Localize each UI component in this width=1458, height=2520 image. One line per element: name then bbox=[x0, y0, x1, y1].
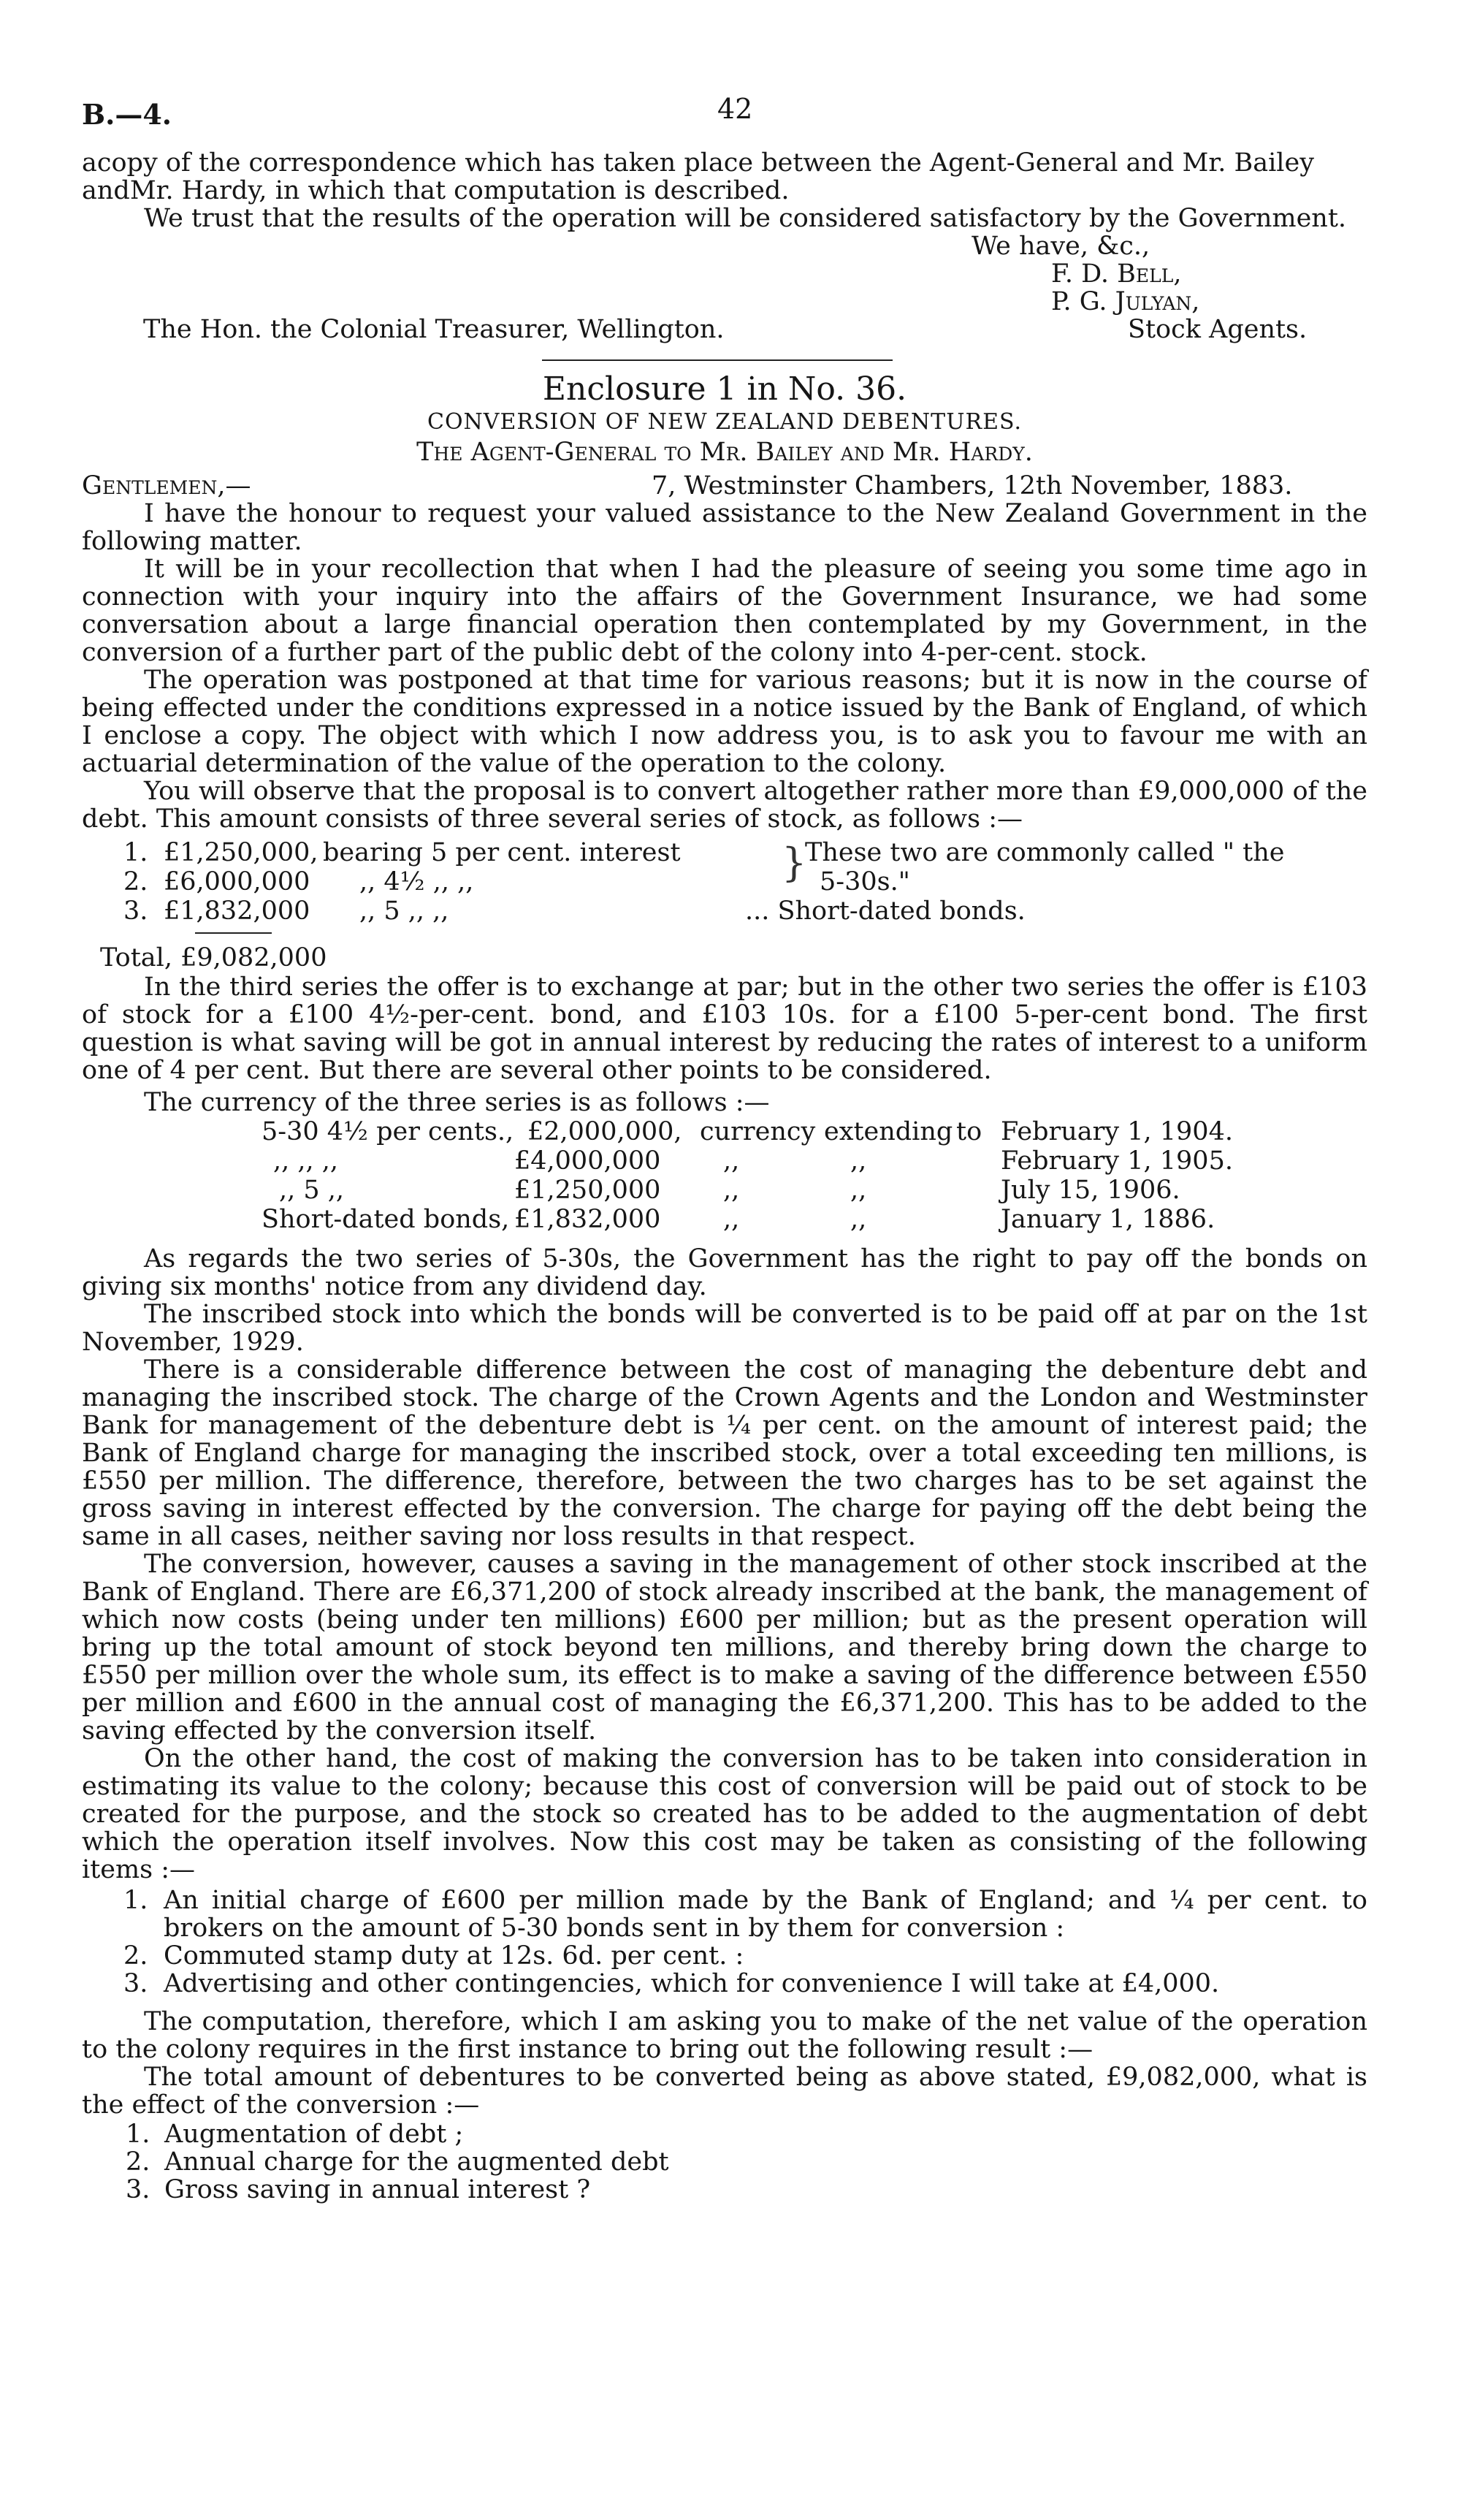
currency-ext: ,, bbox=[850, 1176, 867, 1205]
brace: } bbox=[782, 840, 807, 886]
signature-name-julyan: P. G. Julyan, bbox=[1051, 287, 1200, 316]
question-item bbox=[82, 2120, 1367, 2148]
question-text: Gross saving in annual interest ? bbox=[164, 2175, 591, 2204]
currency-desc: ,, ,, ,, bbox=[273, 1146, 339, 1176]
cost-item bbox=[82, 1970, 1367, 1998]
paragraph: As regards the two series of 5-30s, the Government has the right to pay off the bonds on giving six months' notice from any dividend day. bbox=[82, 1244, 1367, 1301]
series-num: 2. bbox=[123, 867, 148, 897]
currency-label: ,, bbox=[723, 1176, 740, 1205]
currency-table bbox=[82, 1118, 1367, 1235]
currency-ext: ,, bbox=[850, 1146, 867, 1176]
paragraph: The operation was postponed at that time for various reasons; but it is now in the course of being effected under the conditions expressed in a notice issued by the Bank of England, of which I enclose a copy. The object with which I now address you, is to ask you to favour me with an actuarial determination of the value of the operation to the colony. bbox=[82, 666, 1367, 778]
signature-name-bell: F. D. Bell, bbox=[1051, 259, 1182, 289]
currency-amount: £2,000,000, bbox=[527, 1117, 682, 1146]
enclosure-title: Enclosure 1 in No. 36. bbox=[542, 370, 907, 408]
currency-amount: £1,832,000 bbox=[514, 1205, 661, 1234]
currency-amount: £1,250,000 bbox=[514, 1176, 661, 1205]
section-divider bbox=[542, 359, 893, 361]
cost-item bbox=[82, 1887, 1367, 1942]
currency-amount: £4,000,000 bbox=[514, 1146, 661, 1176]
paragraph: The inscribed stock into which the bonds will be converted is to be paid off at par on the 1st November, 1929. bbox=[82, 1300, 1367, 1357]
question-num: 2. bbox=[126, 2147, 150, 2177]
series-amount: £1,250,000, bbox=[164, 838, 318, 867]
currency-desc: 5-30 4½ per cents., bbox=[262, 1117, 514, 1146]
currency-date: February 1, 1905. bbox=[1001, 1146, 1233, 1176]
paragraph: There is a considerable difference between the cost of managing the debenture debt and managing the inscribed stock. The charge of the Crown Agents and the London and Westminster Bank for management of the debenture debt is ¼ per cent. on the amount of interest paid; the Bank of England charge for managing the inscribed stock, over a total exceeding ten millions, is £550 per million. The difference, therefore, between the two charges has to be set against the gross saving in interest effected by the conversion. The charge for paying off the debt being the same in all cases, neither saving nor loss results in that respect. bbox=[82, 1355, 1367, 1551]
salutation: Gentlemen,— bbox=[82, 471, 251, 500]
cost-item bbox=[82, 1942, 1367, 1970]
series-total bbox=[82, 940, 1367, 973]
currency-desc: Short-dated bonds, bbox=[262, 1205, 510, 1234]
currency-to: to bbox=[956, 1117, 982, 1146]
cost-items-list bbox=[82, 1887, 1367, 1998]
currency-date: February 1, 1904. bbox=[1001, 1117, 1233, 1146]
signatory-role: Stock Agents. bbox=[1128, 315, 1308, 344]
series-amount: £1,832,000 bbox=[164, 897, 310, 926]
item-num: 2. bbox=[123, 1941, 148, 1971]
report-code: B.—4. bbox=[82, 98, 172, 131]
paragraph: I have the honour to request your valued assistance to the New Zealand Government in the following matter. bbox=[82, 499, 1367, 556]
address-date: 7, Westminster Chambers, 12th November, 1883. bbox=[652, 471, 1293, 500]
currency-ext: ,, bbox=[850, 1205, 867, 1234]
series-note: 5-30s." bbox=[820, 867, 910, 897]
series-amount: £6,000,000 bbox=[164, 867, 310, 897]
currency-date: July 15, 1906. bbox=[1001, 1176, 1180, 1205]
paragraph: The conversion, however, causes a saving in the management of other stock inscribed at the Bank of England. There are £6,371,200 of stock already inscribed at the bank, the management of which now costs (being under ten millions) £600 per million; but as the present operation will bring up the total amount of stock beyond ten millions, and thereby bring down the charge to £550 per million over the whole sum, its effect is to make a saving of the difference between £550 per million and £600 in the annual cost of managing the £6,371,200. This has to be added to the saving effected by the conversion itself. bbox=[82, 1550, 1367, 1746]
series-note: These two are commonly called " the bbox=[805, 838, 1285, 867]
enclosure-subtitle: CONVERSION OF NEW ZEALAND DEBENTURES. bbox=[427, 409, 1022, 435]
intro-line-3: We trust that the results of the operation will be considered satisfactory by the Government. bbox=[144, 204, 1347, 233]
series-desc: bearing 5 per cent. interest bbox=[323, 838, 681, 867]
paragraph: On the other hand, the cost of making the conversion has to be taken into consideration in estimating its value to the colony; because this cost of conversion will be paid out of stock to be created for the purpose, and the stock so created has to be added to the augmentation of debt which the operation itself involves. Now this cost may be taken as consisting of the following items :— bbox=[82, 1744, 1367, 1884]
total-rule bbox=[82, 925, 1367, 940]
paragraph: You will observe that the proposal is to convert altogether rather more than £9,000,000 of the debt. This amount consists of three several series of stock, as follows :— bbox=[82, 777, 1367, 834]
question-text: Annual charge for the augmented debt bbox=[164, 2147, 669, 2177]
question-num: 1. bbox=[126, 2120, 150, 2149]
page-number: 42 bbox=[717, 93, 753, 125]
currency-desc: ,, 5 ,, bbox=[279, 1176, 345, 1205]
currency-label: ,, bbox=[723, 1146, 740, 1176]
signature-we-have: We have, &c., bbox=[972, 232, 1150, 261]
question-num: 3. bbox=[126, 2175, 150, 2204]
item-text: An initial charge of £600 per million made by the Bank of England; and ¼ per cent. to brokers on the amount of 5-30 bonds sent in by them for conversion : bbox=[164, 1886, 1367, 1943]
item-text: Advertising and other contingencies, which for convenience I will take at £4,000. bbox=[164, 1969, 1220, 1998]
series-desc: ,, 5 ,, ,, bbox=[359, 897, 449, 926]
series-num: 1. bbox=[123, 838, 148, 867]
series-note: ... Short-dated bonds. bbox=[745, 897, 1026, 926]
currency-label: ,, bbox=[723, 1205, 740, 1234]
page-header bbox=[82, 88, 1367, 149]
intro-line-1: acopy of the correspondence which has taken place between the Agent-General and Mr. Bailey bbox=[82, 148, 1314, 178]
item-text: Commuted stamp duty at 12s. 6d. per cent. : bbox=[164, 1941, 744, 1971]
stock-series-list bbox=[82, 839, 1367, 925]
series-num: 3. bbox=[123, 897, 148, 926]
currency-ext: extending bbox=[824, 1117, 953, 1146]
currency-label: currency bbox=[700, 1117, 816, 1146]
paragraph: The currency of the three series is as follows :— bbox=[144, 1088, 770, 1117]
currency-date: January 1, 1886. bbox=[1001, 1205, 1215, 1234]
salutation-line bbox=[82, 472, 1367, 500]
total-amount: Total, £9,082,000 bbox=[100, 943, 327, 972]
signature-block bbox=[82, 232, 1367, 343]
paragraph: The computation, therefore, which I am asking you to make of the net value of the operation to the colony requires in the first instance to bring out the following result :— bbox=[82, 2007, 1367, 2064]
enclosure-from-to: The Agent-General to Mr. Bailey and Mr. Hardy. bbox=[416, 438, 1033, 467]
item-num: 3. bbox=[123, 1969, 148, 1998]
paragraph: It will be in your recollection that when I had the pleasure of seeing you some time ago in connection with your inquiry into the affairs of the Government Insurance, we had some conversation about a large financial operation then contemplated by my Government, in the conversion of a further part of the public debt of the colony into 4-per-cent. stock. bbox=[82, 555, 1367, 667]
question-item bbox=[82, 2148, 1367, 2176]
question-item bbox=[82, 2176, 1367, 2204]
item-num: 1. bbox=[123, 1886, 148, 1915]
questions-list bbox=[82, 2120, 1367, 2204]
paragraph: In the third series the offer is to exchange at par; but in the other two series the offer is £103 of stock for a £100 4½-per-cent. bond, and £103 10s. for a £100 5-per-cent bond. The first question is what saving will be got in annual interest by reducing the rates of interest to a uniform one of 4 per cent. But there are several other points to be considered. bbox=[82, 972, 1367, 1085]
series-desc: ,, 4½ ,, ,, bbox=[359, 867, 474, 897]
addressee: The Hon. the Colonial Treasurer, Wellington. bbox=[143, 315, 725, 344]
document-page bbox=[82, 88, 1367, 2204]
question-text: Augmentation of debt ; bbox=[164, 2120, 464, 2149]
paragraph: The total amount of debentures to be converted being as above stated, £9,082,000, what is the effect of the conversion :— bbox=[82, 2063, 1367, 2120]
intro-line-2: andMr. Hardy, in which that computation is described. bbox=[82, 176, 790, 205]
